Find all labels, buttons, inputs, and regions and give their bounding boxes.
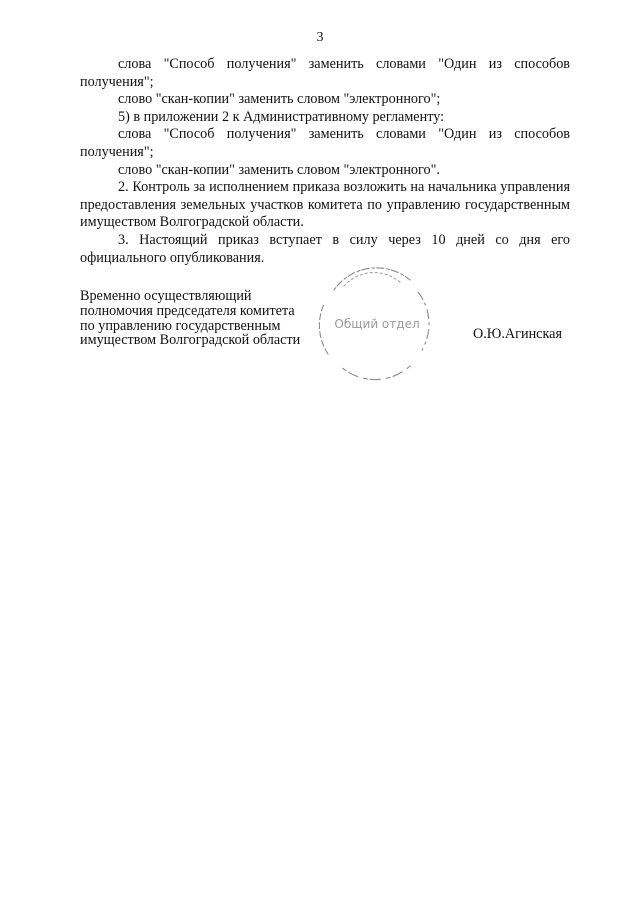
signer-name: О.Ю.Агинская <box>473 326 562 342</box>
signer-title-line: полномочия председателя комитета <box>80 302 295 319</box>
paragraph: 2. Контроль за исполнением приказа возложить на начальника управления предоставления земельных участков комитета по управлению государственным имуществом Волгоградской области. <box>80 179 570 231</box>
official-stamp <box>314 262 436 384</box>
paragraph: 3. Настоящий приказ вступает в силу через 10 дней со дня его официального опубликования. <box>80 231 570 266</box>
signer-title-line: Временно осуществляющий <box>80 288 252 304</box>
paragraph: 5) в приложении 2 к Административному регламенту: <box>118 108 445 125</box>
paragraph: слова "Способ получения" заменить словами "Один из способов получения"; <box>80 126 570 160</box>
stamp-text: Общий отдел <box>334 317 420 331</box>
signer-title-line: имуществом Волгоградской области <box>80 332 301 349</box>
page-number: 3 <box>316 30 324 45</box>
signer-title <box>80 289 300 348</box>
paragraph: слова "Способ получения" заменить словами "Один из способов получения"; <box>80 56 570 90</box>
paragraph: слово "скан-копии" заменить словом "электронного"; <box>118 91 441 108</box>
document-body <box>80 56 570 267</box>
paragraph: слово "скан-копии" заменить словом "электронного". <box>118 161 440 178</box>
signer-title-line: по управлению государственным <box>80 317 281 334</box>
